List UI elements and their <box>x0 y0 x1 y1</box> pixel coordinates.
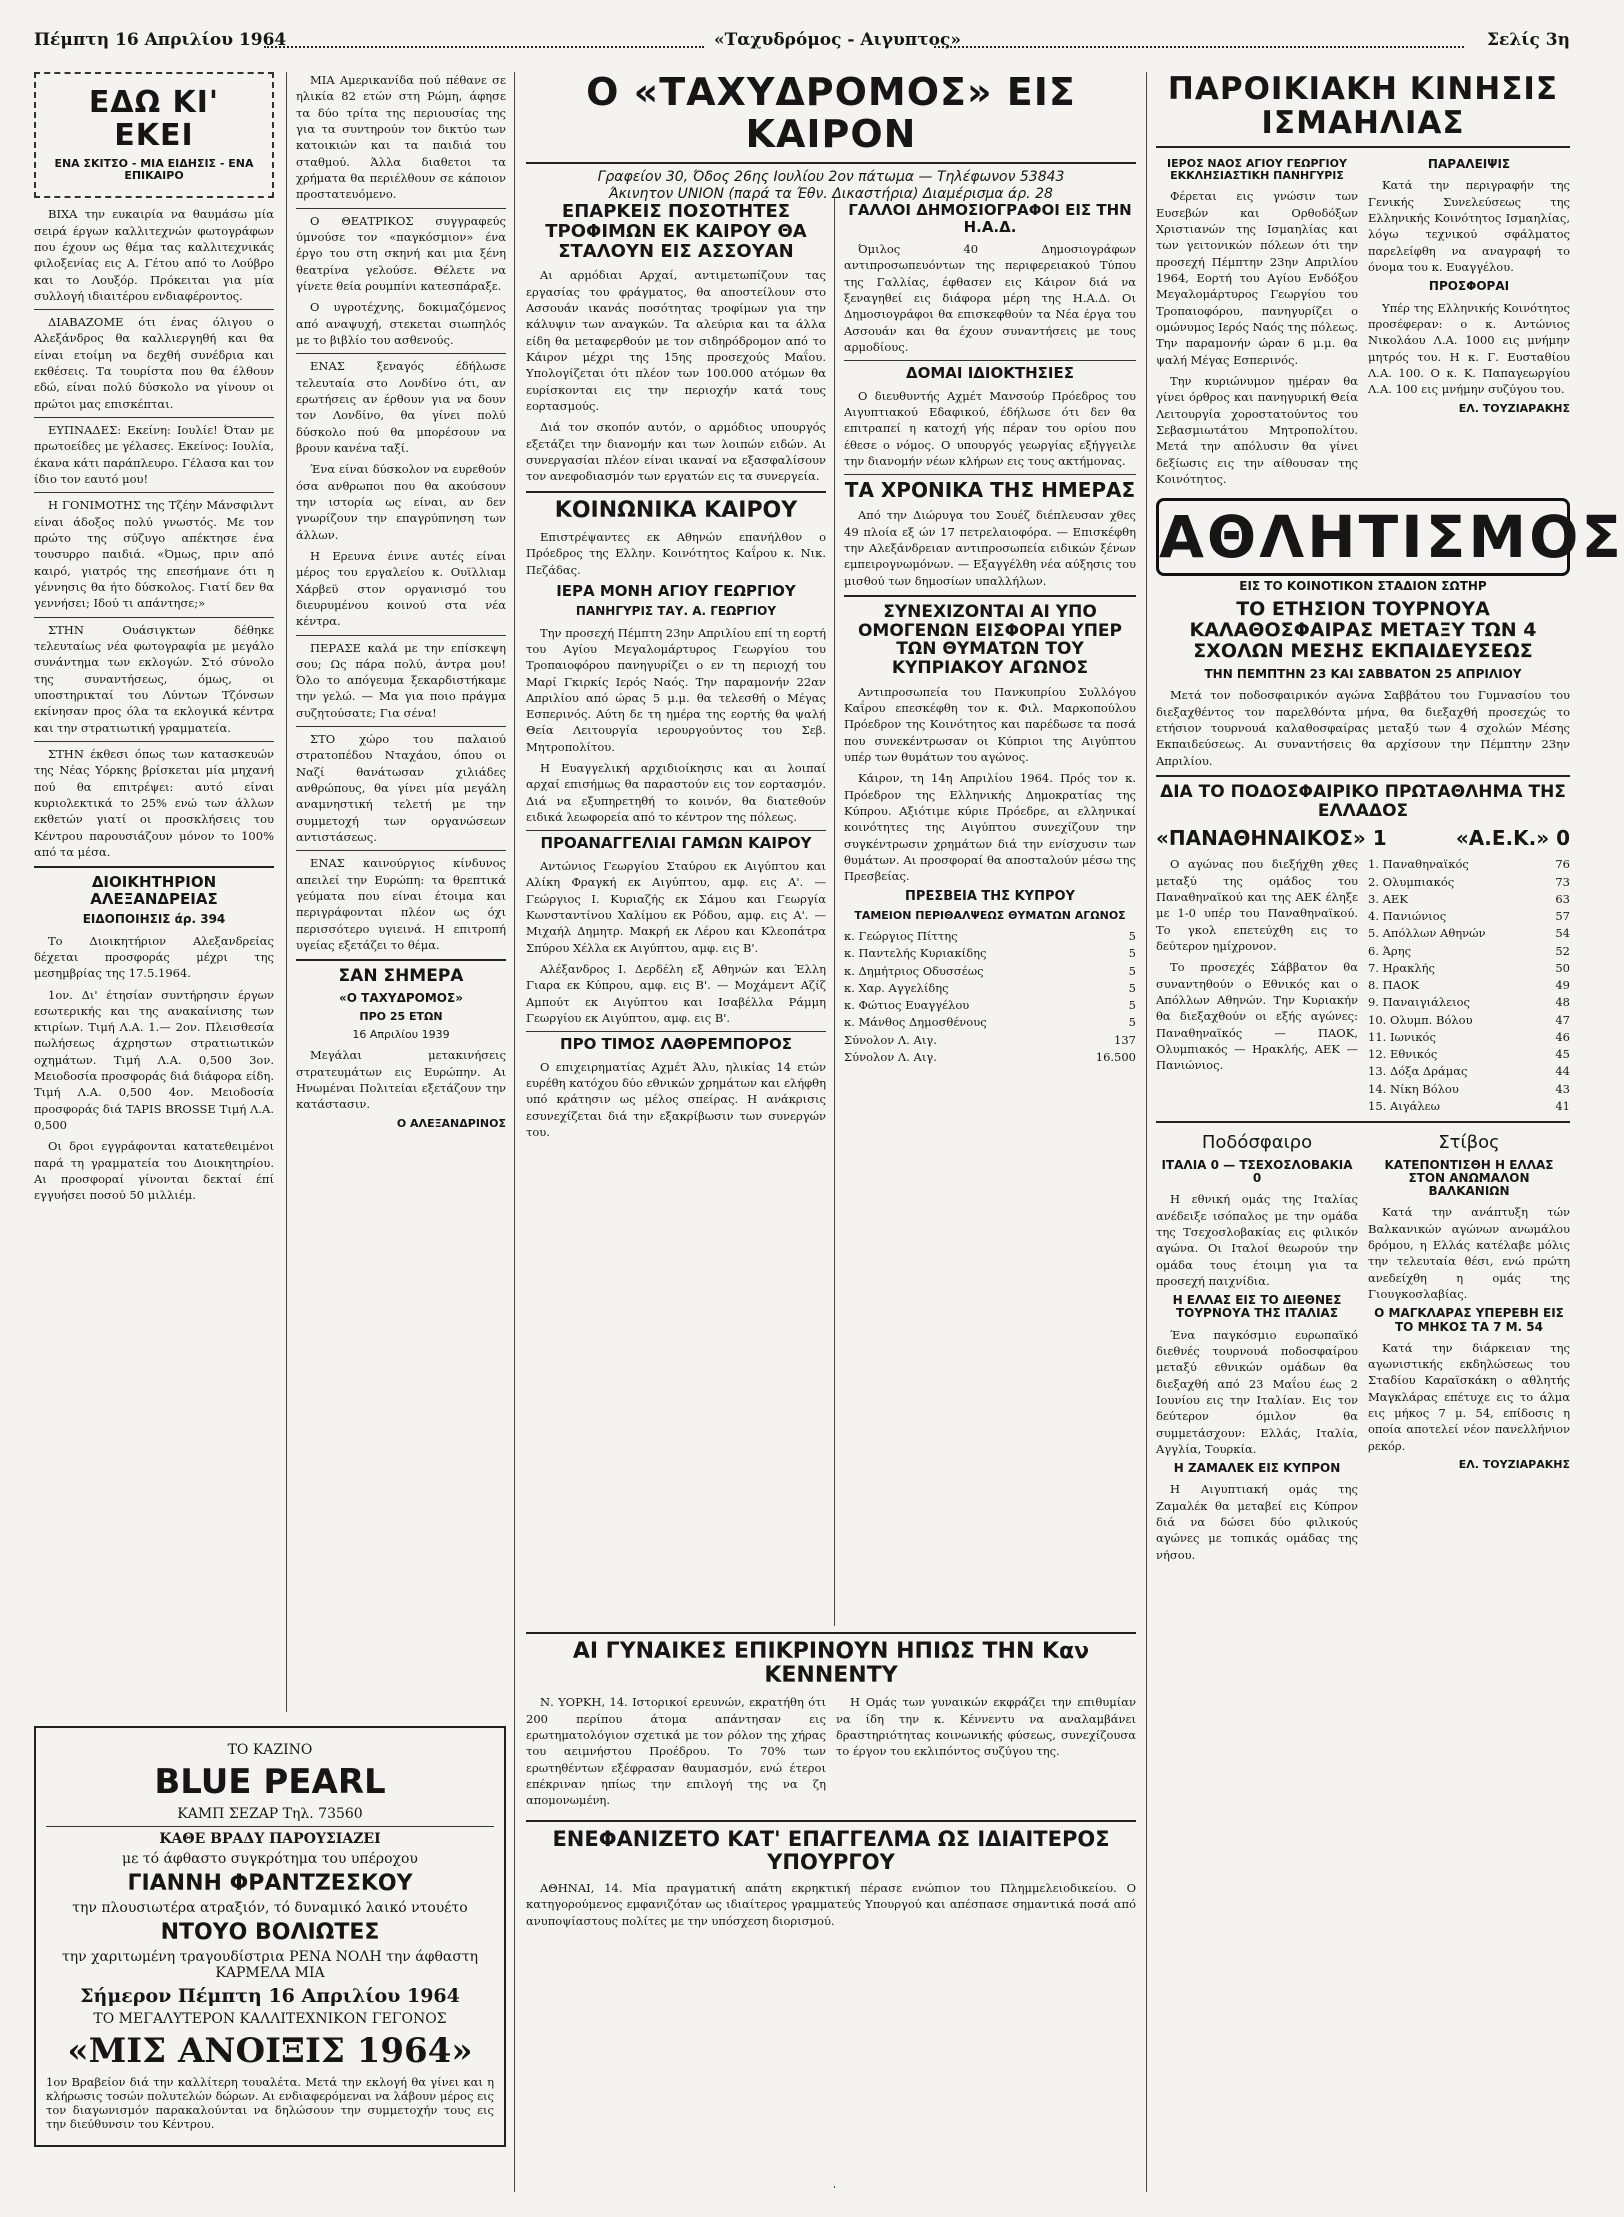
article-body <box>526 1059 826 1141</box>
church-heading: ΙΕΡΟΣ ΝΑΟΣ ΑΓΙΟΥ ΓΕΩΡΓΙΟΥ ΕΚΚΛΗΣΙΑΣΤΙΚΗ ΠΑΝΗΓΥΡΙΣ <box>1167 157 1347 183</box>
divider <box>526 1632 1136 1634</box>
football-column <box>1156 1129 1358 1568</box>
team-points: 57 <box>1555 909 1570 924</box>
edo-articles <box>34 206 274 1204</box>
team-name: 5. Απόλλων Αθηνών <box>1368 926 1486 941</box>
donor-name: κ. Δημήτριος Οδυσσέως <box>844 963 984 978</box>
league-row <box>1368 1012 1570 1029</box>
donations-heading: ΠΡΟΣΦΟΡΑΙ <box>1428 279 1510 294</box>
donation-row <box>844 997 1136 1014</box>
article-paragraph: Ο διευθυντής Αχμέτ Μανσούρ Πρόεδρος του Αιγυπτιακού Εδαφικού, έδήλωσε ότι δεν θα επιτραπεί η κατοχή γής πέραν του ορίου που έθεσε ο νόμος. Ο υπουργός γεωργίας εξήγγειλε την διανομήν νέων κλήρων εις τους ακτήμονας. <box>844 388 1136 469</box>
team-name: 10. Ολυμπ. Βόλου <box>1368 1012 1473 1027</box>
league-row <box>1368 1081 1570 1098</box>
cyprus-heading: ΣΥΝΕΧΙΖΟΝΤΑΙ ΑΙ ΥΠΟ ΟΜΟΓΕΝΩΝ ΕΙΣΦΟΡΑΙ ΥΠΕΡ ΤΩΝ ΘΥΜΑΤΩΝ ΤΟΥ ΚΥΠΡΙΑΚΟΥ ΑΓΩΝΟΣ <box>857 602 1122 679</box>
league-row <box>1368 1063 1570 1080</box>
san-simera-signature: Ο ΑΛΕΞΑΝΔΡΙΝΟΣ <box>396 1116 506 1130</box>
basketball-dates: ΤΗΝ ΠΕΜΠΤΗΝ 23 ΚΑΙ ΣΑΒΒΑΤΟΝ 25 ΑΠΡΙΛΙΟΥ <box>1204 667 1522 682</box>
divider <box>844 360 1136 361</box>
team-points: 48 <box>1555 995 1570 1010</box>
divider <box>34 866 274 868</box>
item-paragraph: ΜΙΑ Αμερικανίδα πού πέθανε σε ηλικία 82 ετών στη Ρώμη, άφησε τα δύο τρίτα της περιουσίας της για τα συντηρούν τον δικτύο των κατοικιών και τα παιδιά του σταθμού. Άλλα διαθετοι τα χρήματα θα περιέλθουν σε κάποιον προστατευόμενο. <box>296 73 506 202</box>
zamalek-heading: Η ΖΑΜΑΛΕΚ ΕΙΣ ΚΥΠΡΟΝ <box>1173 1461 1341 1476</box>
team-points: 47 <box>1555 1012 1570 1027</box>
article-paragraph: Υπέρ της Ελληνικής Κοινότητος προσέφεραν: ο κ. Αντώνιος Νικολάου Λ.Α. 1000 εις μνήμην μητρός του. Η κ. Γ. Ευσταθίου Λ.Α. 100. Ο κ. Κ. Παπαγεωργίου Λ.Α. 100 εις μνήμην συζύγου του. <box>1368 300 1570 397</box>
office-address: Γραφείον 30, Όδος 26ης Ιουλίου 2ον πάτωμα — Τηλέφωνον 53843 <box>597 168 1065 185</box>
donor-name: κ. Μάνθος Δημοσθένους <box>844 1015 987 1030</box>
item-paragraph: ΠΕΡΑΣΕ καλά με την επίσκεψη σου; Ως πάρα πολύ, άντρα μου! Όλο το απόγευμα ξεκαρδιστήκαμε την γελώ. — Μα για ποιο πράγμα συζητούσατε; Για σένα! <box>296 640 506 720</box>
diokitirion-subheading: ΕΙΔΟΠΟΙΗΣΙΣ άρ. 394 <box>82 912 226 927</box>
weddings-heading: ΠΡΟΑΝΑΓΓΕΛΙΑΙ ΓΑΜΩΝ ΚΑΙΡΟΥ <box>540 834 812 853</box>
match-score <box>1156 826 1570 850</box>
team-name: 1. Παναθηναϊκός <box>1368 857 1469 872</box>
embassy-heading: ΠΡΕΣΒΕΙΑ ΤΗΣ ΚΥΠΡΟΥ <box>905 888 1075 904</box>
divider <box>296 959 506 961</box>
article-body <box>526 267 826 484</box>
article-body <box>526 1880 1136 1929</box>
ismailia-columns <box>1156 154 1570 492</box>
edo-subtitle: ΕΝΑ ΣΚΙΤΣΟ - ΜΙΑ ΕΙΔΗΣΙΣ - ΕΝΑ ΕΠΙΚΑΙΡΟ <box>54 157 254 183</box>
team-name: 12. Εθνικός <box>1368 1047 1438 1062</box>
team-name: 4. Πανιώνιος <box>1368 909 1447 924</box>
smuggler-heading: ΠΡΟ ΤΙΜΟΣ ΛΑΘΡΕΜΠΟΡΟΣ <box>560 1035 792 1054</box>
omission-heading: ΠΑΡΑΛΕΙΨΙΣ <box>1427 157 1511 172</box>
article-paragraph: Αντιπροσωπεία του Πανκυπρίου Συλλόγου Καΐρου επεσκέφθη τον κ. Φιλ. Μαρκοπούλου Πρόεδρον της Κοινότητος και παρέδωσε τα ποσά που συνεκέντρωσαν οι Κύπριοι της Αιγύπτου υπέρ των θυμάτων του αγώνος. <box>844 684 1136 765</box>
team-points: 54 <box>1555 926 1570 941</box>
article-body <box>844 507 1136 589</box>
blue-pearl-ad <box>34 1726 506 2186</box>
kennedy-section <box>526 1626 1136 2186</box>
ismailia-banner: ΠΑΡΟΙΚΙΑΚΗ ΚΙΝΗΣΙΣ ΙΣΜΑΗΛΙΑΣ <box>1167 71 1559 142</box>
ad-casino: ΤΟ ΚΑΖΙΝΟ <box>227 1742 313 1758</box>
team-points: 73 <box>1555 874 1570 889</box>
long-jump-heading: Ο ΜΑΓΚΛΑΡΑΣ ΥΠΕΡΕΒΗ ΕΙΣ ΤΟ ΜΗΚΟΣ ΤΑ 7 Μ. 54 <box>1374 1306 1564 1334</box>
newspaper-page <box>34 26 1624 2196</box>
divider <box>526 162 1136 164</box>
athletics-subtitle: ΕΙΣ ΤΟ ΚΟΙΝΟΤΙΚΟΝ ΣΤΑΔΙΟΝ ΣΩΤΗΡ <box>1239 579 1487 594</box>
donation-row <box>844 1014 1136 1031</box>
ad-line: την χαριτωμένη τραγουδίστρια ΡΕΝΑ ΝΟΛΗ την άφθαστη ΚΑΡΜΕΛΑ ΜΙΑ <box>61 1949 479 1981</box>
short-items <box>296 72 506 1130</box>
league-row <box>1368 994 1570 1011</box>
team-points: 63 <box>1555 891 1570 906</box>
team-points: 49 <box>1555 978 1570 993</box>
church-subheading: ΠΑΝΗΓΥΡΙΣ ΤΑΥ. Α. ΓΕΩΡΓΙΟΥ <box>575 604 777 619</box>
edo-paragraph: ΣΤΗΝ έκθεσι όπως των κατασκευών της Νέας Υόρκης βρίσκεται μία μηχανή πού θα επιτρέψει: αυτό είναι κυριολεκτικά το 25% ενώ των άλλων εκθετών γιατί οι προσκλήσεις του Κέντρου παρουσιάζουν μόνον το 100% από τα μέσα. <box>34 747 274 859</box>
ad-show: «ΜΙΣ ΑΝΟΙΞΙΣ 1964» <box>67 2031 473 2071</box>
team-points: 45 <box>1555 1047 1570 1062</box>
article-paragraph: Αντώνιος Γεωργίου Σταύρου εκ Αιγύπτου και Αλίκη Φραγκή εκ Αιγύπτου, αμφ. εις Α'. — Γεώργιος Ι. Κυριαζής εκ Σάμου και Γεωργία Κωνσταντίνου Χαλίμου εκ Ρόδου, αμφ. εις Α'. — Μιχαήλ Δημητρ. Μακρή εκ Λέρου και Κλεοπάτρα Σπύρου Χέλλα εκ Αιγύπτου, αμφ. εις Β'. <box>526 858 826 955</box>
article-paragraph: Η Αιγυπτιακή ομάς της Ζαμαλέκ θα μεταβεί εις Κύπρον διά να δώσει δύο φιλικούς αγώνες με τοπικάς ομάδας της νήσου. <box>1156 1482 1358 1562</box>
ad-act: ΝΤΟΥΟ ΒΟΛΙΩΤΕΣ <box>160 1920 380 1945</box>
league-row <box>1368 1098 1570 1115</box>
donation-row <box>844 928 1136 945</box>
basketball-heading: ΤΟ ΕΤΗΣΙΟΝ ΤΟΥΡΝΟΥΑ ΚΑΛΑΘΟΣΦΑΙΡΑΣ ΜΕΤΑΞΥ ΤΩΝ 4 ΣΧΟΛΩΝ ΜΕΣΗΣ ΕΚΠΑΙΔΕΥΣΕΩΣ <box>1189 598 1537 663</box>
donation-total <box>844 1049 1136 1066</box>
league-row <box>1368 874 1570 891</box>
home-team-score: «ΠΑΝΑΘΗΝΑΙΚΟΣ» 1 <box>1156 826 1387 851</box>
article-paragraph: ΑΘΗΝΑΙ, 14. Μία πραγματική απάτη εκρηκτική πέρασε ενώπιον του Πλημμελειοδικείου. Ο κατηγορούμενος εμφανιζόταν ως ιδιαίτερος γραμματεύς Υπουργού και απέσπασε σημαντικά ποσά από ανυποψίαστους πολίτες με την υπόσχεση διορισμού. <box>526 1880 1136 1928</box>
diokitirion-paragraph: Το Διοικητήριον Αλεξανδρείας δέχεται προσφοράς μέχρι της μεσημβρίας της 17.5.1964. <box>34 933 274 981</box>
diokitirion-paragraph: Οι δροι εγγράφονται κατατεθειμένοι παρά τη γραμματεία του Διοικητηρίου. Αι προσφοραί γίνονται δεκταί έπί εγγυήσει ποσού 50 μιλλιέμ. <box>34 1139 274 1203</box>
athletics-heading: Στίβος <box>1438 1132 1500 1154</box>
article-paragraph: Κάιρον, τη 14η Απριλίου 1964. Πρός τον κ. Πρόεδρον της Ελληνικής Δημοκρατίας της Κύπρου. Αξιότιμε κύριε Πρόεδρε, αι ελληνικαί κοινότητες της Αιγύπτου συνεχίζουν την συγκέντρωσιν χρημάτων διά την ενίσχυσιν των θυμάτων. Αι προσφοραί θα αποσταλούν μέσω της Πρεσβείας. <box>844 771 1136 884</box>
league-row <box>1368 1046 1570 1063</box>
column-short-items <box>296 72 506 1712</box>
article-paragraph: Την κυριώνυμον ημέραν θα γίνει όρθρος και πανηγυρική Θεία Λειτουργία χοροστατούντος του Σεβασμιωτάτου Μητροπολίτου. Μετά την απόλυσιν θα γίνει δεξίωσις εις την αίθουσαν της Κοινότητος. <box>1156 373 1358 486</box>
article-paragraph: Επιστρέψαντες εκ Αθηνών επανήλθον ο Πρόεδρος της Ελλην. Κοινότητος Καΐρου κ. Νικ. Πεζάδας. <box>526 529 826 577</box>
divider <box>34 741 274 742</box>
ad-line: με τό άφθαστο συγκρότημα του υπέροχου <box>122 1851 418 1867</box>
donor-amount: 5 <box>1128 963 1136 978</box>
san-simera-heading: ΣΑΝ ΣΗΜΕΡΑ <box>338 966 464 987</box>
ad-line: ΤΟ ΜΕΓΑΛΥΤΕΡΟΝ ΚΑΛΛΙΤΕΧΝΙΚΟΝ ΓΕΓΟΝΟΣ <box>93 2011 447 2027</box>
article-paragraph: Μετά τον ποδοσφαιρικόν αγώνα Σαββάτου του Γυμνασίου του διεξαχθέντος τον παρελθόντα μήνα, θα διεξαχθή προσεχώς το ετήσιον τουρνουά καλαθοσφαίρας μεταξύ των 4 σχολών Μέσης Εκπαιδεύσεως. Αι συναντήσεις θα αρχίσουν την Πέμπτην 23ην Απριλίου. <box>1156 688 1570 768</box>
article-paragraph: Το προσεχές Σάββατον θα συναντηθούν ο Εθνικός και ο Απόλλων Αθηνών. Την Κυριακήν θα διεξαχθούν οι εξής αγώνες: Παναθηναϊκός — ΠΑΟΚ, Ολυμπιακός — Ηρακλής, ΑΕΚ — Πανιώνιος. <box>1156 960 1358 1073</box>
ad-line: την πλουσιωτέρα ατραξιόν, τό δυναμικό λαικό ντουέτο <box>72 1900 468 1916</box>
article-paragraph: Ν. ΥΟΡΚΗ, 14. Ιστορικοί ερευνών, εκρατήθη ότι 200 περίπου άτομα απάντησαν εις ερωτηματολόγιον σχετικά με τον ρόλον της χήρας του αειμνήστου Προέδρου. Το 70% των ερωτηθέντων εξέφρασαν θαυμασμόν, ενώ έτεροι επέκριναν ηπίως την επιλογή της να ζη απομονωμένη. <box>526 1695 826 1808</box>
team-name: 2. Ολυμπιακός <box>1368 874 1455 889</box>
ad-line: ΚΑΘΕ ΒΡΑΔΥ ΠΑΡΟΥΣΙΑΖΕΙ <box>159 1831 381 1847</box>
football-league-heading: ΔΙΑ ΤΟ ΠΟΔΟΣΦΑΙΡΙΚΟ ΠΡΩΤΑΘΛΗΜΑ ΤΗΣ ΕΛΛΑΔΟΣ <box>1160 781 1566 821</box>
league-row <box>1368 943 1570 960</box>
donation-row <box>844 963 1136 980</box>
away-team-score: «Α.Ε.Κ.» 0 <box>1455 826 1570 851</box>
divider <box>296 726 506 727</box>
article-paragraph: Η εθνική ομάς της Ιταλίας ανέδειξε ισόπαλος με την ομάδα της Τσεχοσλοβακίας εις φιλικόν αγώνα. Οι Ιταλοί θεωρούν την ομάδα τους έτοιμη για τα προσεχή παιχνίδια. <box>1156 1192 1358 1288</box>
article-paragraph: Διά τον σκοπόν αυτόν, ο αρμόδιος υπουργός εξετάζει την διανομήν και των λοιπών ειδών. Αι συνεργασίαι πλέον είναι ικαναί να εξασφαλίσουν τον ανεφοδιασμόν των εργατών εις τα συνεργεία. <box>526 420 826 484</box>
donor-name: κ. Γεώργιος Πίττης <box>844 929 958 944</box>
divider <box>1156 775 1570 777</box>
banner-title: Ο «ΤΑΧΥΔΡΟΜΟΣ» ΕΙΣ ΚΑΙΡΟΝ <box>586 70 1076 156</box>
social-heading: ΚΟΙΝΩΝΙΚΑ ΚΑΙΡΟΥ <box>554 497 798 523</box>
donation-total <box>844 1032 1136 1049</box>
team-points: 43 <box>1555 1081 1570 1096</box>
masthead-rule-right <box>934 46 1464 48</box>
divider <box>46 1826 494 1827</box>
divider <box>296 353 506 354</box>
item-paragraph: ΕΝΑΣ ξεναγός έδήλωσε τελευταία στο Λονδίνο ότι, αν ερωτήσεις αν έρθουν για να δουν τον Λονδίνο, θα γίνει πολύ δύσκολο πού θα μπορέσουν να βρουν κανένα ταξί. <box>296 359 506 455</box>
paper-name: «Ταχυδρόμος - Αιγυπτος» <box>714 30 961 50</box>
edo-paragraph: ΣΤΗΝ Ουάσιγκτων δέθηκε τελευταίως νέα φωτογραφία με μεγάλο συνάντημα των εκλογών. Στό σύνολο της συναντήσεως, όμως, οι υποστηρικταί του Λύντων Τζόνσων εκίνησαν προς όλα τα εκλογικά κέντρα και την στρατιωτική γραμματεία. <box>34 622 274 735</box>
donor-name: Σύνολον Λ. Αιγ. <box>844 1032 937 1047</box>
league-text <box>1156 856 1358 1115</box>
article-paragraph: Κατά την διάρκειαν της αγωνιστικής εκδηλώσεως του Σταδίου Καραϊσκάκη ο αθλητής Μαγκλάρας επέτυχε εις το άλμα εις μήκος 7 μ. 54, επίδοσις η οποία αποτελεί νέον πανελλήνιον ρεκόρ. <box>1368 1340 1570 1453</box>
edo-paragraph: ΒΙΧΑ την ευκαιρία να θαυμάσω μία σειρά έργων καλλιτεχνών φωτογράφων που έχουν ως θέμα τας καλλιτεχνικάς φιλοξενίας εις Α. Γέτου από το Λούβρο και το Λουξόρ. Πρόκειται για μία συλλογή ιδιαιτέρου ενδιαφέροντος. <box>34 207 274 303</box>
masthead-rule-left <box>264 46 704 48</box>
divider <box>296 850 506 851</box>
divider <box>526 1820 1136 1822</box>
diokitirion-paragraph: 1ον. Δι' έτησίαν συντήρησιν έργων εσωτερικής και της ανακαίνισης των κτιρίων. Τιμή Λ.Α. 1.— 2ον. Πλεισθεσία πωλήσεως άχρηστων στρατιωτικών οχημάτων. Τιμή Λ.Α. 0,500 3ον. Μειοδοσία προσφοράς διά διάφορα είδη. Τιμή Λ.Α. 0,500 4ον. Μειοδοσία προσφοράς διά TAPIS BROSSE Τιμή Λ.Α. 0,500 <box>34 987 274 1133</box>
church-heading: ΙΕΡΑ ΜΟΝΗ ΑΓΙΟΥ ΓΕΩΡΓΙΟΥ <box>556 581 796 600</box>
league-row <box>1368 977 1570 994</box>
article-paragraph: Ένα παγκόσμιο ευρωπαϊκό διεθνές τουρνουά ποδοσφαίρου μεταξύ εθνικών ομάδων θα διεξαχθή από 23 Μαΐου έως 2 Ιουνίου εις την Ιταλίαν. Εις τον δεύτερον όμιλον θα συμμετάσχουν: Ελλάς, Ιταλία, Αγγλία, Τουρκία. <box>1156 1327 1358 1456</box>
team-points: 50 <box>1555 960 1570 975</box>
edo-header-box <box>34 72 274 198</box>
edo-paragraph: ΔΙΑΒΑΖΟΜΕ ότι ένας όλιγου ο Αλεξάνδρος θα καλλιεργηθή και θα είναι ετοίμη να δεχθή συνέδρια και εκθέσεις. Τα τουρίστα που θα έλθουν εδώ, είναι πολύ δύσκολο να γίνουν οι πρώτοι μας επισκέπται. <box>34 315 274 411</box>
league-row <box>1368 925 1570 942</box>
team-name: 13. Δόξα Δράμας <box>1368 1064 1468 1079</box>
team-name: 8. ΠΑΟΚ <box>1368 978 1419 993</box>
column-rule <box>514 72 515 2192</box>
tournament-heading: Η ΕΛΛΑΣ ΕΙΣ ΤΟ ΔΙΕΘΝΕΣ ΤΟΥΡΝΟΥΑ ΤΗΣ ΙΤΑΛΙΑΣ <box>1172 1293 1342 1321</box>
athletics-column <box>1368 1129 1570 1568</box>
san-simera-text: Μεγάλαι μετακινήσεις στρατευμάτων εις Ευρώπην. Αι Ηνωμέναι Πολιτείαι εξετάζουν την κατάστασιν. <box>296 1048 506 1112</box>
donor-amount: 5 <box>1128 1015 1136 1030</box>
column-rule <box>286 72 287 1712</box>
ad-line: 1ον Βραβείον διά την καλλίτερη τουαλέτα. Μετά την εκλογή θα γίνει και η κλήρωσις τοσών πολυτελών δώρων. Αι ενδιαφερόμεναι να λάβουν μέρος εις τον διαγωνισμόν παρακαλούνται να δηλώσουν την συμμετοχήν τους εις την διεύθυνσιν του Κέντρου. <box>46 2075 494 2131</box>
divider <box>844 595 1136 597</box>
ismailia-right <box>1368 154 1570 492</box>
impostor-heading: ΕΝΕΦΑΝΙΖΕΤΟ ΚΑΤ' ΕΠΑΓΓΕΛΜΑ ΩΣ ΙΔΙΑΙΤΕΡΟΣ ΥΠΟΥΡΓΟΥ <box>552 1826 1110 1874</box>
property-heading: ΔΟΜΑΙ ΙΔΙΟΚΤΗΣΙΕΣ <box>906 364 1074 383</box>
donor-amount: 5 <box>1128 929 1136 944</box>
san-simera-date: 16 Απριλίου 1939 <box>352 1028 450 1042</box>
team-name: 9. Παναιγιάλειος <box>1368 995 1470 1010</box>
column-ismailia-sports <box>1156 71 1624 2192</box>
article-paragraph: Ο αγώνας που διεξήχθη χθες μεταξύ της ομάδος του Παναθηναϊκού και της ΑΕΚ έληξε με 1-0 υπέρ του Παναθηναϊκού. Το γκολ επετεύχθη εις το δεύτερον ημίχρονον. <box>1156 857 1358 953</box>
football-heading: Ποδόσφαιρο <box>1201 1132 1313 1154</box>
article-paragraph: Ο επιχειρηματίας Αχμέτ Άλυ, ηλικίας 14 ετών ευρέθη κατόχου δύο εθνικών χρημάτων και ελήφθη υπό κράτησιν ως μέλος σπείρας. Η ανάκρισις εσυνεχίζεται διά την εξακρίβωσιν των συνεργών του. <box>526 1059 826 1140</box>
donor-amount: 5 <box>1128 946 1136 961</box>
league-row <box>1368 908 1570 925</box>
divider <box>34 309 274 310</box>
article-body <box>844 241 1136 355</box>
masthead <box>34 26 1570 56</box>
office-address: Άκινητον UNION (παρά τα Έθν. Δικαστήρια) Διαμέρισμα άρ. 28 <box>609 185 1053 202</box>
league-table <box>1368 856 1570 1115</box>
divider <box>526 1031 826 1032</box>
divider <box>844 474 1136 475</box>
item-paragraph: Ένα είναι δύσκολον να ευρεθούν όσα ανθρωποι που θα ακούσουν την ιστορία ως είναι, αν δεν γνωρίζουν την επαγρύπνηση των άλλων. <box>296 462 506 542</box>
team-points: 44 <box>1555 1064 1570 1079</box>
divider <box>296 208 506 209</box>
donation-list <box>844 928 1136 1066</box>
donor-name: Σύνολον Λ. Αιγ. <box>844 1049 937 1064</box>
issue-date: Πέμπτη 16 Απριλίου 1964 <box>34 30 287 50</box>
diokitirion-heading: ΔΙΟΙΚΗΤΗΡΙΟΝ ΑΛΕΞΑΝΔΡΕΙΑΣ <box>90 873 218 908</box>
edo-paragraph: ΕΥΠΝΑΔΕΣ: Εκείνη: Ιουλίε! Όταν με πρωτοείδες με γέλασες. Εκείνος: Ιουλία, έκανα κάτι παράπλευρο. Γέλασα και τον ίδιο τον εαυτό μου! <box>34 423 274 487</box>
divider <box>1156 146 1570 148</box>
league-row <box>1368 856 1570 873</box>
sports-columns <box>1156 1129 1570 1568</box>
article-body <box>526 529 826 578</box>
ad-box <box>34 1726 506 2147</box>
article-body <box>844 684 1136 885</box>
donor-name: κ. Χαρ. Αγγελίδης <box>844 980 949 995</box>
san-simera-years: ΠΡΟ 25 ΕΤΩΝ <box>359 1010 443 1024</box>
divider <box>526 830 826 831</box>
divider <box>296 635 506 636</box>
team-name: 11. Ιωνικός <box>1368 1029 1436 1044</box>
italy-heading: ΙΤΑΛΙΑ 0 — ΤΣΕΧΟΣΛΟΒΑΚΙΑ 0 <box>1161 1157 1353 1186</box>
article-body <box>526 858 826 1026</box>
item-paragraph: Η Ερευνα ένινε αυτές είναι μέρος του εργαλείου κ. Ουϊλλιαμ Χάρβεϋ στον οργανισμό του διευρυμένου κοινού στα νέα κέντρα. <box>296 548 506 629</box>
article-body <box>844 388 1136 470</box>
article-paragraph: Φέρεται εις γνώσιν των Ευσεβών και Ορθοδόξων Χριστιανών της Ισμαηλίας και των γειτονικών πόλεων ότι την προσεχή Πέμπτην 23ην Απριλίου 1964, Εορτή του Αγίου Ενδόξου Μεγαλομάρτυρος Γεωργίου του Τροπαιοφόρου, πανηγυρίζει ο ομώνυμος Ιερός Ναός της πόλεως. Την παραμονήν ώραν 6 μ.μ. θα ψαλή Μέγας Εσπερινός. <box>1156 189 1358 367</box>
donor-amount: 5 <box>1128 998 1136 1013</box>
donation-row <box>844 945 1136 962</box>
item-paragraph: Ο ΘΕΑΤΡΙΚΟΣ συγγραφεύς ύμνούσε τον «παγκόσμιον» ένα έργο του στη σκηνή και μια ξένη θεατρίνα γελούσε. Θέλετε να γίνετε θεία ρουμπίνι κατεσπάραξε. <box>296 213 506 293</box>
san-simera-paper: «Ο ΤΑΧΥΔΡΟΜΟΣ» <box>339 991 463 1006</box>
league-row <box>1368 1029 1570 1046</box>
balkan-heading: ΚΑΤΕΠΟΝΤΙΣΘΗ Η ΕΛΛΑΣ ΣΤΟΝ ΑΝΩΜΑΛΟΝ ΒΑΛΚΑΝΙΩΝ <box>1384 1157 1554 1199</box>
ad-act: ΓΙΑΝΝΗ ΦΡΑΝΤΖΕΣΚΟΥ <box>127 1871 413 1896</box>
league-row <box>1368 960 1570 977</box>
column-edo-ki-ekei <box>34 72 274 1712</box>
kairo-banner <box>526 70 1136 202</box>
article-paragraph: Η Ομάς των γυναικών εκφράζει την επιθυμίαν να ίδη την κ. Κέννεντυ να αναλαμβάνει δραστηριότητας κοινωνικής φύσεως, συνεχίζουσα το έργον του εκλιπόντος συζύγου της. <box>836 1695 1136 1759</box>
article-paragraph: Κατά την περιγραφήν της Γενικής Συνελεύσεως της Ελληνικής Κοινότητος Ισμαηλίας, λόγω τεχνικού σφάλματος παρελείφθη να αναγραφή το όνομα του κ. Ευαγγέλου. <box>1368 178 1570 275</box>
edo-title: ΕΔΩ ΚΙ' ΕΚΕΙ <box>88 85 220 153</box>
ismailia-left <box>1156 154 1358 492</box>
article-paragraph: Η Ευαγγελική αρχιδιοίκησις και αι λοιπαί αρχαί επισήμως θα παραστούν εις τον εορτασμόν. Διά να εξυπηρετηθή το κοινόν, θα διατεθούν ειδικά λεωφορεία από το κέντρον της πόλεως. <box>526 761 826 825</box>
league-columns <box>1156 856 1570 1115</box>
team-name: 14. Νίκη Βόλου <box>1368 1081 1459 1096</box>
article-body <box>1156 687 1570 769</box>
article-paragraph: Αι αρμόδιαι Αρχαί, αντιμετωπίζουν τας εργασίας του φράγματος, θα αποστείλουν στο Ασσουάν ικανάς ποσότητας τροφίμων για την κάλυψιν των αναγκών. Τα αλεύρια και τα άλλα είδη θα μεταφερθούν με τον σιδηρόδρομον από το Κάιρον μέχρι της 15ης προσεχούς Μαΐου. Υπολογίζεται ότι πλέον των 100.000 ατόμων θα ευρίσκονται εις την περιοχήν κατά τους εορτασμούς. <box>526 268 826 414</box>
kennedy-columns <box>526 1694 1136 1813</box>
team-name: 7. Ηρακλής <box>1368 960 1435 975</box>
article-body <box>836 1694 1136 1813</box>
kennedy-heading: ΑΙ ΓΥΝΑΙΚΕΣ ΕΠΙΚΡΙΝΟΥΝ ΗΠΙΩΣ ΤΗΝ Καν ΚΕΝΝΕΝΤΥ <box>572 1639 1090 1689</box>
article-paragraph: Από την Διώρυγα του Σουέζ διέπλευσαν χθες 49 πλοία εξ ών 17 πετρελαιοφόρα. — Επισκέφθη την Αλεξάνδρειαν αντιπροσωπεία ειδικών ξένων εμπειρογνωμόνων. — Εξαγγέλθη νέα αύξησις του μισθού των δημοσίων υπαλλήλων. <box>844 508 1136 588</box>
ad-location: ΚΑΜΠ ΣΕΖΑΡ Τηλ. 73560 <box>177 1806 363 1822</box>
ad-date: Σήμερον Πέμπτη 16 Απριλίου 1964 <box>80 1985 460 2007</box>
team-points: 76 <box>1555 857 1570 872</box>
page-number: Σελίς 3η <box>1487 30 1570 50</box>
journalists-heading: ΓΑΛΛΟΙ ΔΗΜΟΣΙΟΓΡΑΦΟΙ ΕΙΣ ΤΗΝ Η.Α.Δ. <box>848 201 1132 236</box>
item-paragraph: Ο υγροτέχνης, δοκιμαζόμενος από αναψυχή, στεκεται σιωπηλός με το βιβλίο του ασθενούς. <box>296 300 506 347</box>
sports-signature: ΕΛ. ΤΟΥΖΙΑΡΑΚΗΣ <box>1458 1458 1570 1472</box>
divider <box>34 617 274 618</box>
article-paragraph: Την προσεχή Πέμπτη 23ην Απριλίου επί τη εορτή του Αγίου Μεγαλομάρτυρος Γεωργίου του Τροπαιοφόρου πανηγυρίζει ο εν τη περιοχή του Μαρί Γκιρκίς Ιερός Ναός. Την παραμονήν 22αν Απριλίου από ώρας 5 μ.μ. θα τελεσθή ο Μέγας Εσπερινός. Αύτη δε τη ημέρα της εορτής θα ψαλή Θεία Λειτουργία ιερουργούντος του Σεβ. Μητροπολίτου. <box>526 625 826 754</box>
column-rule <box>1146 72 1147 2192</box>
league-row <box>1368 891 1570 908</box>
article-paragraph: Αλέξανδρος Ι. Δερδέλη εξ Αθηνών και Έλλη Γιαρα εκ Κύπρου, αμφ. εις Β'. — Μοχάμεντ Αζίζ Αμπούτ εκ Αιγύπτου και Ισαβέλλα Ράμμη Γεωργίου εκ Αιγύπτου, αμφ. εις Β'. <box>526 961 826 1025</box>
divider <box>34 417 274 418</box>
team-name: 6. Άρης <box>1368 943 1412 958</box>
item-paragraph: ΣΤΟ χώρο του παλαιού στρατοπέδου Νταχάου, όπου οι Ναζί θανάτωσαν χιλιάδες ανθρώπους, θα γίνει μία μεγάλη αναμνηστική τελετή με την συμμετοχή των οργανώσεων αντιστάσεως. <box>296 732 506 845</box>
article-body <box>526 625 826 826</box>
divider <box>1156 1121 1570 1123</box>
donor-name: κ. Παντελής Κυριακίδης <box>844 946 987 961</box>
article-paragraph: Κατά την ανάπτυξη τών Βαλκανικών αγώνων ανωμάλου δρόμου, η Ελλάς κατέλαβε μόλις την τελευταία θέσι, ενώ πρώτη ανεδείχθη η ομάς της Γιουγκοσλαβίας. <box>1368 1205 1570 1302</box>
item-paragraph: ΕΝΑΣ καινούργιος κίνδυνος απειλεί την Ευρώπη: τα θρεπτικά γεύματα που είναι έτοιμα και περιγράφονται πλέον ως όχι περισσότερο υγιεινά. Η επιτροπή υγείας εξετάζει το θέμα. <box>296 856 506 953</box>
article-paragraph: Όμιλος 40 Δημοσιογράφων αντιπροσωπευόντων της περιφερειακού Τύπου της Γαλλίας, έφθασεν εις Κάιρον διά να ξεναγηθεί εις διάφορα μέρη της Η.Α.Δ. Οι Δημοσιογράφοι θα επισκεφθούν τα Νέα έργα του Ασσουάν και θα έχουν συναντήσεις με τους αρμοδίους. <box>844 242 1136 354</box>
team-points: 46 <box>1555 1029 1570 1044</box>
ismailia-signature: ΕΛ. ΤΟΥΖΙΑΡΑΚΗΣ <box>1458 401 1570 415</box>
divider <box>526 491 826 493</box>
chronicles-heading: ΤΑ ΧΡΟΝΙΚΑ ΤΗΣ ΗΜΕΡΑΣ <box>844 478 1136 503</box>
team-points: 52 <box>1555 943 1570 958</box>
edo-paragraph: Η ΓΟΝΙΜΟΤΗΣ της Τζέην Μάνσφιλντ είναι άδοξος πολύ γνωστός. Με τον πρώτο της σύζυγο απέκτησε ένα τουσυρρο παιδιά. «Όμως, πριν από καιρό, γιατρός της επεσήμανε ότι η γέννησις θα ήτο δύσκολος. Γιατί δεν θα γεννήσει; Ιδού τι απάντησε;» <box>34 498 274 611</box>
donor-name: κ. Φώτιος Ευαγγέλου <box>844 998 970 1013</box>
article-body <box>526 1694 826 1813</box>
donor-amount: 5 <box>1128 980 1136 995</box>
athletics-banner: ΑΘΛΗΤΙΣΜΟΣ <box>1156 498 1570 576</box>
team-points: 41 <box>1555 1098 1570 1113</box>
team-name: 3. ΑΕΚ <box>1368 891 1408 906</box>
ad-name: BLUE PEARL <box>154 1762 386 1802</box>
embassy-subheading: ΤΑΜΕΙΟΝ ΠΕΡΙΘΑΛΨΕΩΣ ΘΥΜΑΤΩΝ ΑΓΩΝΟΣ <box>854 909 1126 923</box>
team-name: 15. Αιγάλεω <box>1368 1098 1441 1113</box>
food-heading: ΕΠΑΡΚΕΙΣ ΠΟΣΟΤΗΤΕΣ ΤΡΟΦΙΜΩΝ ΕΚ ΚΑΙΡΟΥ ΘΑ ΣΤΑΛΟΥΝ ΕΙΣ ΑΣΣΟΥΑΝ <box>545 201 807 262</box>
donor-amount: 16.500 <box>1095 1049 1136 1064</box>
divider <box>34 492 274 493</box>
donation-row <box>844 980 1136 997</box>
donor-amount: 137 <box>1114 1032 1136 1047</box>
